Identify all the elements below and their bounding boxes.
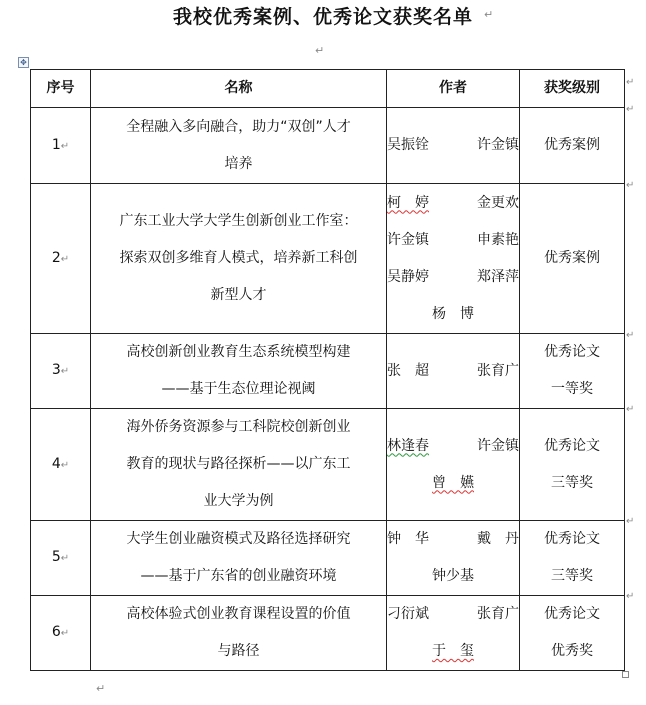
table-row (31, 596, 625, 671)
name-line: 培养 (224, 155, 253, 172)
row-end-mark: ↵ (626, 330, 635, 341)
cell-no: 1↵ (31, 108, 91, 184)
cell-no: 5↵ (31, 521, 91, 596)
cell-no: 2↵ (31, 184, 91, 334)
paragraph-mark: ↵ (484, 8, 494, 21)
author-name: 刁衍斌 (387, 606, 429, 622)
name-line: 教育的现状与路径探析——以广东工 (126, 456, 351, 472)
author-name: 戴 丹 (477, 531, 519, 547)
table-header-row (31, 70, 625, 108)
author-name: 张育广 (477, 606, 519, 622)
cell-level (520, 108, 625, 184)
author-name: 张育广 (477, 362, 519, 379)
author-name: 钟 华 (387, 531, 429, 547)
cell-author (387, 334, 520, 409)
cell-name (91, 596, 387, 671)
cell-no: 6↵ (31, 596, 91, 671)
author-line (387, 222, 519, 259)
row-end-mark: ↵ (626, 180, 635, 191)
table-row (31, 521, 625, 596)
row-end-mark: ↵ (626, 516, 635, 527)
author-name: 于 玺 (432, 643, 474, 659)
author-line (387, 558, 519, 595)
author-name: 柯 婷 (387, 194, 429, 211)
author-line (387, 465, 519, 502)
author-name: 吴静婷 (387, 268, 429, 285)
cell-name (91, 108, 387, 184)
name-line: 大学生创业融资模式及路径选择研究 (126, 531, 351, 547)
name-line: 与路径 (217, 643, 260, 659)
row-end-mark: ↵ (626, 591, 635, 602)
row-end-mark: ↵ (626, 404, 635, 415)
document-title: 我校优秀案例、优秀论文获奖名单 (172, 6, 473, 28)
name-line: 海外侨务资源参与工科院校创新创业 (126, 419, 351, 435)
table-resize-handle[interactable] (622, 671, 629, 678)
cell-no: 4↵ (31, 409, 91, 521)
cell-level (520, 184, 625, 334)
author-line (387, 185, 519, 222)
level-line: 优秀论文 (544, 344, 600, 360)
author-name: 郑泽萍 (477, 268, 519, 285)
cell-level (520, 334, 625, 409)
level-line: 三等奖 (551, 568, 593, 584)
author-line (387, 521, 519, 558)
name-line: 全程融入多向融合，助力“双创”人才 (126, 118, 351, 135)
cell-author (387, 409, 520, 521)
table-row (31, 184, 625, 334)
author-line (387, 596, 519, 633)
cell-author (387, 521, 520, 596)
cell-author (387, 596, 520, 671)
author-name: 张 超 (387, 362, 429, 379)
table-row (31, 409, 625, 521)
cell-level (520, 521, 625, 596)
author-line (387, 296, 519, 333)
level-line: 三等奖 (551, 474, 593, 491)
author-name: 钟少基 (432, 568, 474, 584)
cell-name (91, 334, 387, 409)
level-line: 优秀案例 (544, 250, 600, 266)
table-move-handle-icon[interactable]: ✥ (18, 57, 29, 68)
name-line: 高校创新创业教育生态系统模型构建 (126, 344, 351, 360)
name-line: 业大学为例 (203, 493, 274, 509)
header-level: 获奖级别 (520, 70, 625, 108)
row-end-mark: ↵ (626, 77, 635, 88)
name-line: 新型人才 (210, 287, 267, 303)
author-name: 杨 博 (432, 305, 474, 322)
cell-author (387, 184, 520, 334)
row-end-mark: ↵ (626, 104, 635, 115)
author-name: 申素艳 (477, 231, 519, 248)
table-row (31, 108, 625, 184)
table-row (31, 334, 625, 409)
header-author: 作者 (387, 70, 520, 108)
header-no: 序号 (31, 70, 91, 108)
author-name: 许金镇 (387, 231, 429, 248)
author-line (387, 127, 519, 164)
header-name: 名称 (91, 70, 387, 108)
author-name: 林逢春 (387, 437, 429, 454)
level-line: 优秀论文 (544, 606, 600, 622)
paragraph-mark: ↵ (315, 44, 325, 57)
awards-table (30, 69, 625, 671)
level-line: 优秀案例 (544, 137, 600, 153)
author-name: 曾 嬿 (432, 474, 474, 491)
name-line: ——基于生态位理论视阈 (161, 381, 316, 397)
table-body (31, 108, 625, 671)
cell-level (520, 596, 625, 671)
cell-name (91, 521, 387, 596)
paragraph-mark: ↵ (96, 682, 106, 695)
cell-no: 3↵ (31, 334, 91, 409)
author-name: 许金镇 (477, 137, 519, 153)
author-line (387, 428, 519, 465)
name-line: 高校体验式创业教育课程设置的价值 (126, 606, 351, 622)
name-line: 探索双创多维育人模式，培养新工科创 (119, 250, 358, 266)
author-name: 金更欢 (477, 194, 519, 211)
level-line: 优秀奖 (551, 643, 593, 659)
cell-author (387, 108, 520, 184)
author-name: 吴振铨 (387, 137, 429, 153)
level-line: 优秀论文 (544, 531, 600, 547)
name-line: ——基于广东省的创业融资环境 (140, 568, 337, 584)
name-line: 广东工业大学大学生创新创业工作室： (119, 213, 358, 229)
cell-name (91, 184, 387, 334)
author-line (387, 353, 519, 390)
author-name: 许金镇 (477, 437, 519, 454)
level-line: 优秀论文 (544, 437, 600, 454)
cell-level (520, 409, 625, 521)
level-line: 一等奖 (551, 381, 593, 397)
author-line (387, 633, 519, 670)
cell-name (91, 409, 387, 521)
author-line (387, 259, 519, 296)
